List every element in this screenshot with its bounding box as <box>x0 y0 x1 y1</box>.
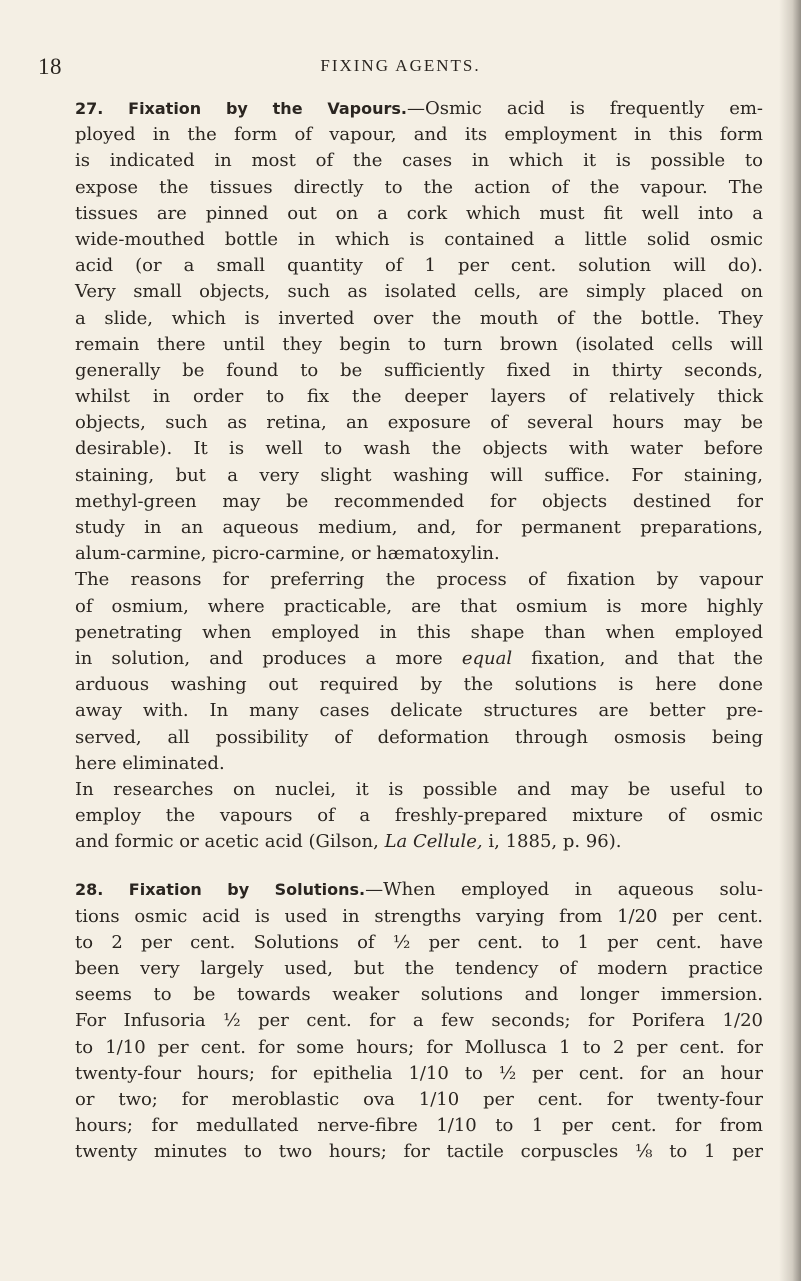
fraction: 1/10 <box>105 1036 146 1058</box>
text-line: The reasons for preferring the process of fixation by vapour <box>75 569 763 591</box>
text-line: wide-mouthed bottle in which is contained a little solid osmic <box>75 228 763 250</box>
text-line: away with. In many cases delicate structures are better pre- <box>75 700 763 722</box>
text-line: alum-carmine, picro-carmine, or hæmatoxylin. <box>75 543 500 565</box>
text-line: 27. Fixation by the Vapours.—Osmic acid is frequently em- <box>75 98 763 119</box>
section-heading-27: 27. Fixation by the Vapours. <box>75 99 407 118</box>
text-line: to 2 per cent. Solutions of ½ per cent. to 1 per cent. have <box>75 931 763 953</box>
body-text <box>75 96 763 1166</box>
text-line: objects, such as retina, an exposure of several hours may be <box>75 412 763 434</box>
text-line: study in an aqueous medium, and, for permanent preparations, <box>75 517 763 538</box>
text-line: tissues are pinned out on a cork which must fit well into a <box>75 202 763 224</box>
page-edge-shadow <box>779 0 801 1281</box>
text-line: staining, but a very slight washing will suffice. For staining, <box>75 464 763 486</box>
text-line: ployed in the form of vapour, and its employment in this form <box>75 124 763 146</box>
fraction: 1/10 <box>408 1062 449 1084</box>
text-line: Very small objects, such as isolated cells, are simply placed on <box>75 281 763 303</box>
text-line: generally be found to be sufficiently fixed in thirty seconds, <box>75 359 763 381</box>
text-line: For Infusoria ½ per cent. for a few seconds; for Porifera 1/20 <box>75 1010 763 1032</box>
running-title: FIXING AGENTS. <box>320 56 481 75</box>
text-line: of osmium, where practicable, are that osmium is more highly <box>75 595 763 617</box>
fraction: ½ <box>223 1010 241 1032</box>
text-line: hours; for medullated nerve-fibre 1/10 to 1 per cent. for from <box>75 1115 763 1137</box>
text-line: been very largely used, but the tendency of modern practice <box>75 958 763 979</box>
text-line: desirable). It is well to wash the objects with water before <box>75 438 763 460</box>
text-line: or two; for meroblastic ova 1/10 per cent. for twenty-four <box>75 1088 763 1110</box>
text-line: penetrating when employed in this shape than when employed <box>75 621 763 643</box>
text-line: a slide, which is inverted over the mouth of the bottle. They <box>75 307 763 329</box>
fraction: 1/20 <box>617 905 658 927</box>
text-line: methyl-green may be recommended for objects destined for <box>75 490 763 512</box>
text-line: seems to be towards weaker solutions and longer immersion. <box>75 984 763 1006</box>
text-line: acid (or a small quantity of 1 per cent. solution will do). <box>75 255 763 277</box>
section-heading-28: 28. Fixation by Solutions. <box>75 880 366 900</box>
text-line: 28. Fixation by Solutions.—When employed in aqueous solu- <box>75 879 763 901</box>
text-line: twenty-four hours; for epithelia 1/10 to ½ per cent. for an hour <box>75 1062 763 1084</box>
fraction: 1/10 <box>436 1115 477 1137</box>
text-line: arduous washing out required by the solutions is here done <box>75 674 763 696</box>
text-line: whilst in order to fix the deeper layers of relatively thick <box>75 386 763 408</box>
text-line: in solution, and produces a more equal fixation, and that the <box>75 647 763 669</box>
text-line: twenty minutes to two hours; for tactile corpuscles ⅛ to 1 per <box>75 1141 763 1163</box>
page-number: 18 <box>38 54 62 79</box>
text-line: is indicated in most of the cases in which it is possible to <box>75 150 763 172</box>
section-gap <box>75 855 763 877</box>
fraction: 1/20 <box>722 1010 763 1032</box>
fraction: ⅛ <box>635 1141 653 1163</box>
text-line: here eliminated. <box>75 752 225 774</box>
fraction: ½ <box>498 1062 517 1084</box>
text-line: and formic or acetic acid (Gilson, La Cellule, i, 1885, p. 96). <box>75 831 622 853</box>
text-line: employ the vapours of a freshly-prepared mixture of osmic <box>75 805 763 827</box>
text-line: expose the tissues directly to the action of the vapour. The <box>75 176 763 198</box>
fraction: 1/10 <box>418 1088 460 1110</box>
text-line: to 1/10 per cent. for some hours; for Mollusca 1 to 2 per cent. for <box>75 1036 763 1058</box>
text-line: tions osmic acid is used in strengths varying from 1/20 per cent. <box>75 905 763 927</box>
text-line: served, all possibility of deformation through osmosis being <box>75 726 763 748</box>
text-line: In researches on nuclei, it is possible and may be useful to <box>75 778 763 800</box>
fraction: ½ <box>392 931 411 953</box>
page-header <box>0 54 801 84</box>
text-line: remain there until they begin to turn brown (isolated cells will <box>75 333 763 355</box>
